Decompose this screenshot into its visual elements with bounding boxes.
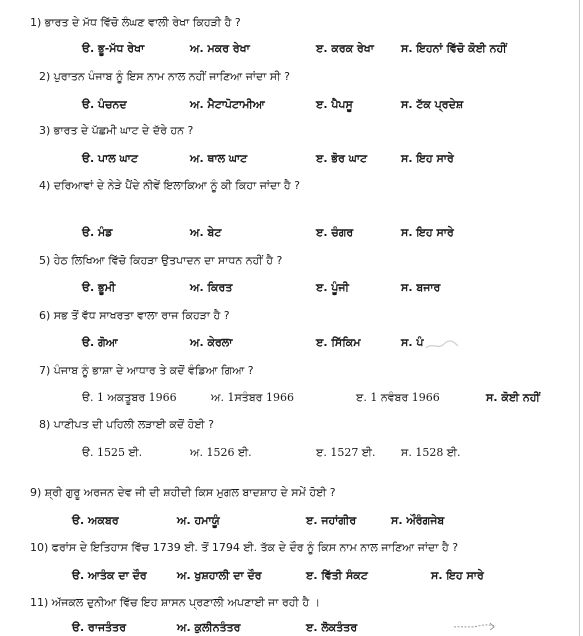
q3-option-a: ੳ. ਪਾਲ ਘਾਟ [82,152,138,165]
question-4: 4) ਦਰਿਆਵਾਂ ਦੇ ਨੇੜੇ ਪੈਂਦੇ ਨੀਵੇਂ ਇਲਾਕਿਆ ਨੂੰ ਕੀ ਕਿਹਾ ਜਾਂਦਾ ਹੈ ? [39,179,301,192]
faint-pen-mark [452,618,498,632]
q3-option-d: ਸ. ਇਹ ਸਾਰੇ [401,152,454,165]
q11-option-a: ੳ. ਰਾਜਤੰਤਰ [72,621,127,634]
q9-option-a: ੳ. ਅਕਬਰ [72,514,119,527]
q7-option-a: ੳ. 1 ਅਕਤੂਬਰ 1966 [82,391,177,404]
q8-option-b: ਅ. 1526 ਈ. [190,446,252,459]
q10-option-c: ੲ. ਵਿੱਤੀ ਸੰਕਟ [306,569,368,582]
q6-option-a: ੳ. ਗੋਆ [82,336,118,349]
question-1: 1) ਭਾਰਤ ਦੇ ਮੱਧ ਵਿੱਚੋ ਲੰਘਣ ਵਾਲੀ ਰੇਖਾ ਕਿਹੜੀ ਹੈ ? [30,16,241,29]
q7-option-c: ੲ. 1 ਨਵੰਬਰ 1966 [356,391,440,404]
q1-option-c: ੲ. ਕਰਕ ਰੇਖਾ [316,42,374,55]
q3-option-b: ਅ. ਥਾਲ ਘਾਟ [190,152,248,165]
q5-option-c: ੲ. ਪੂੰਜੀ [316,281,349,294]
q1-option-d: ਸ. ਇਹਨਾਂ ਵਿੱਚੋ ਕੋਈ ਨਹੀਂ [401,42,507,55]
q3-option-c: ੲ. ਭੋਰ ਘਾਟ [316,152,368,165]
q9-option-d: ਸ. ਔਰੰਗਜੇਬ [391,514,445,527]
question-6: 6) ਸਭ ਤੋਂ ਵੱਧ ਸਾਖਰਤਾ ਵਾਲਾ ਰਾਜ ਕਿਹੜਾ ਹੈ ? [39,309,230,322]
q1-option-b: ਅ. ਮਕਰ ਰੇਖਾ [190,42,250,55]
q9-option-c: ੲ. ਜਹਾਂਗੀਰ [306,514,357,527]
q10-option-d: ਸ. ਇਹ ਸਾਰੇ [431,569,484,582]
q10-option-b: ਅ. ਖੁਸ਼ਹਾਲੀ ਦਾ ਦੌਰ [177,569,262,582]
question-5: 5) ਹੇਠ ਲਿਖਿਆ ਵਿੱਚੋ ਕਿਹੜਾ ਉਤਪਾਦਨ ਦਾ ਸਾਧਨ ਨਹੀਂ ਹੈ ? [39,254,283,267]
q6-option-c: ੲ. ਸਿੱਕਿਮ [316,336,361,349]
question-9: 9) ਸ਼੍ਰੀ ਗੁਰੂ ਅਰਜਨ ਦੇਵ ਜੀ ਦੀ ਸ਼ਹੀਦੀ ਕਿਸ ਮੁਗਲ ਬਾਦਸ਼ਾਹ ਦੇ ਸਮੇਂ ਹੋਈ ? [30,486,336,499]
q2-option-c: ੲ. ਪੈਪਸੂ [316,98,353,111]
q5-option-d: ਸ. ਬਜਾਰ [401,281,441,294]
q9-option-b: ਅ. ਹਮਾਯੂੰ [177,514,220,527]
q4-option-a: ੳ. ਮੰਡ [82,226,113,239]
q11-option-c: ੲ. ਲੋਕਤੰਤਰ [306,621,358,634]
q7-option-d: ਸ. ਕੋਈ ਨਹੀਂ [486,391,540,404]
q1-option-a: ੳ. ਭੂ-ਮੱਧ ਰੇਖਾ [82,42,145,55]
q7-option-b: ਅ. 1ਸਤੰਬਰ 1966 [211,391,294,404]
question-3: 3) ਭਾਰਤ ਦੇ ਪੱਛਮੀ ਘਾਟ ਦੇ ਦੱਰੇ ਹਨ ? [39,124,194,137]
q8-option-c: ੲ. 1527 ਈ. [316,446,376,459]
question-11: 11) ਅੱਜਕਲ ਦੁਨੀਆ ਵਿੱਚ ਇਹ ਸ਼ਾਸਨ ਪ੍ਰਣਾਲੀ ਅਪਣਾਈ ਜਾ ਰਹੀ ਹੈ । [30,596,321,609]
q5-option-b: ਅ. ਕਿਰਤ [190,281,233,294]
q6-option-b: ਅ. ਕੇਰਲਾ [190,336,233,349]
q6-option-d: ਸ. ਪੰ [401,336,424,349]
question-10: 10) ਫਰਾਂਸ ਦੇ ਇਤਿਹਾਸ ਵਿੱਚ 1739 ਈ. ਤੋਂ 1794 ਈ. ਤੱਕ ਦੇ ਦੌਰ ਨੂੰ ਕਿਸ ਨਾਮ ਨਾਲ ਜਾਣਿਆ ਜਾਂਦਾ ਹੈ ? [30,541,459,554]
faint-scribble-mark [424,338,460,352]
page-edge-divider [579,0,580,636]
q2-option-d: ਸ. ਟੱਕ ਪ੍ਰਦੇਸ਼ [401,98,464,111]
q2-option-b: ਅ. ਮੈਟਾਪੋਟਾਮੀਆ [190,98,265,111]
q5-option-a: ੳ. ਭੂਮੀ [82,281,116,294]
q11-option-b: ਅ. ਕੁਲੀਨਤੰਤਰ [177,621,241,634]
q2-option-a: ੳ. ਪੰਚਨਦ [82,98,127,111]
question-7: 7) ਪੰਜਾਬ ਨੂੰ ਭਾਸ਼ਾ ਦੇ ਆਧਾਰ ਤੇ ਕਦੋਂ ਵੰਡਿਆ ਗਿਆ ? [39,364,254,377]
q4-option-c: ੲ. ਚੰਗਰ [316,226,354,239]
q8-option-d: ਸ. 1528 ਈ. [401,446,461,459]
q8-option-a: ੳ. 1525 ਈ. [82,446,143,459]
q4-option-d: ਸ. ਇਹ ਸਾਰੇ [401,226,454,239]
q4-option-b: ਅ. ਬੇਟ [190,226,222,239]
question-2: 2) ਪੁਰਾਤਨ ਪੰਜਾਬ ਨੂੰ ਇਸ ਨਾਮ ਨਾਲ ਨਹੀਂ ਜਾਣਿਆ ਜਾਂਦਾ ਸੀ ? [39,70,290,83]
q10-option-a: ੳ. ਆਤੰਕ ਦਾ ਦੌਰ [72,569,147,582]
question-8: 8) ਪਾਣੀਪਤ ਦੀ ਪਹਿਲੀ ਲੜਾਈ ਕਦੋਂ ਹੋਈ ? [39,418,214,431]
